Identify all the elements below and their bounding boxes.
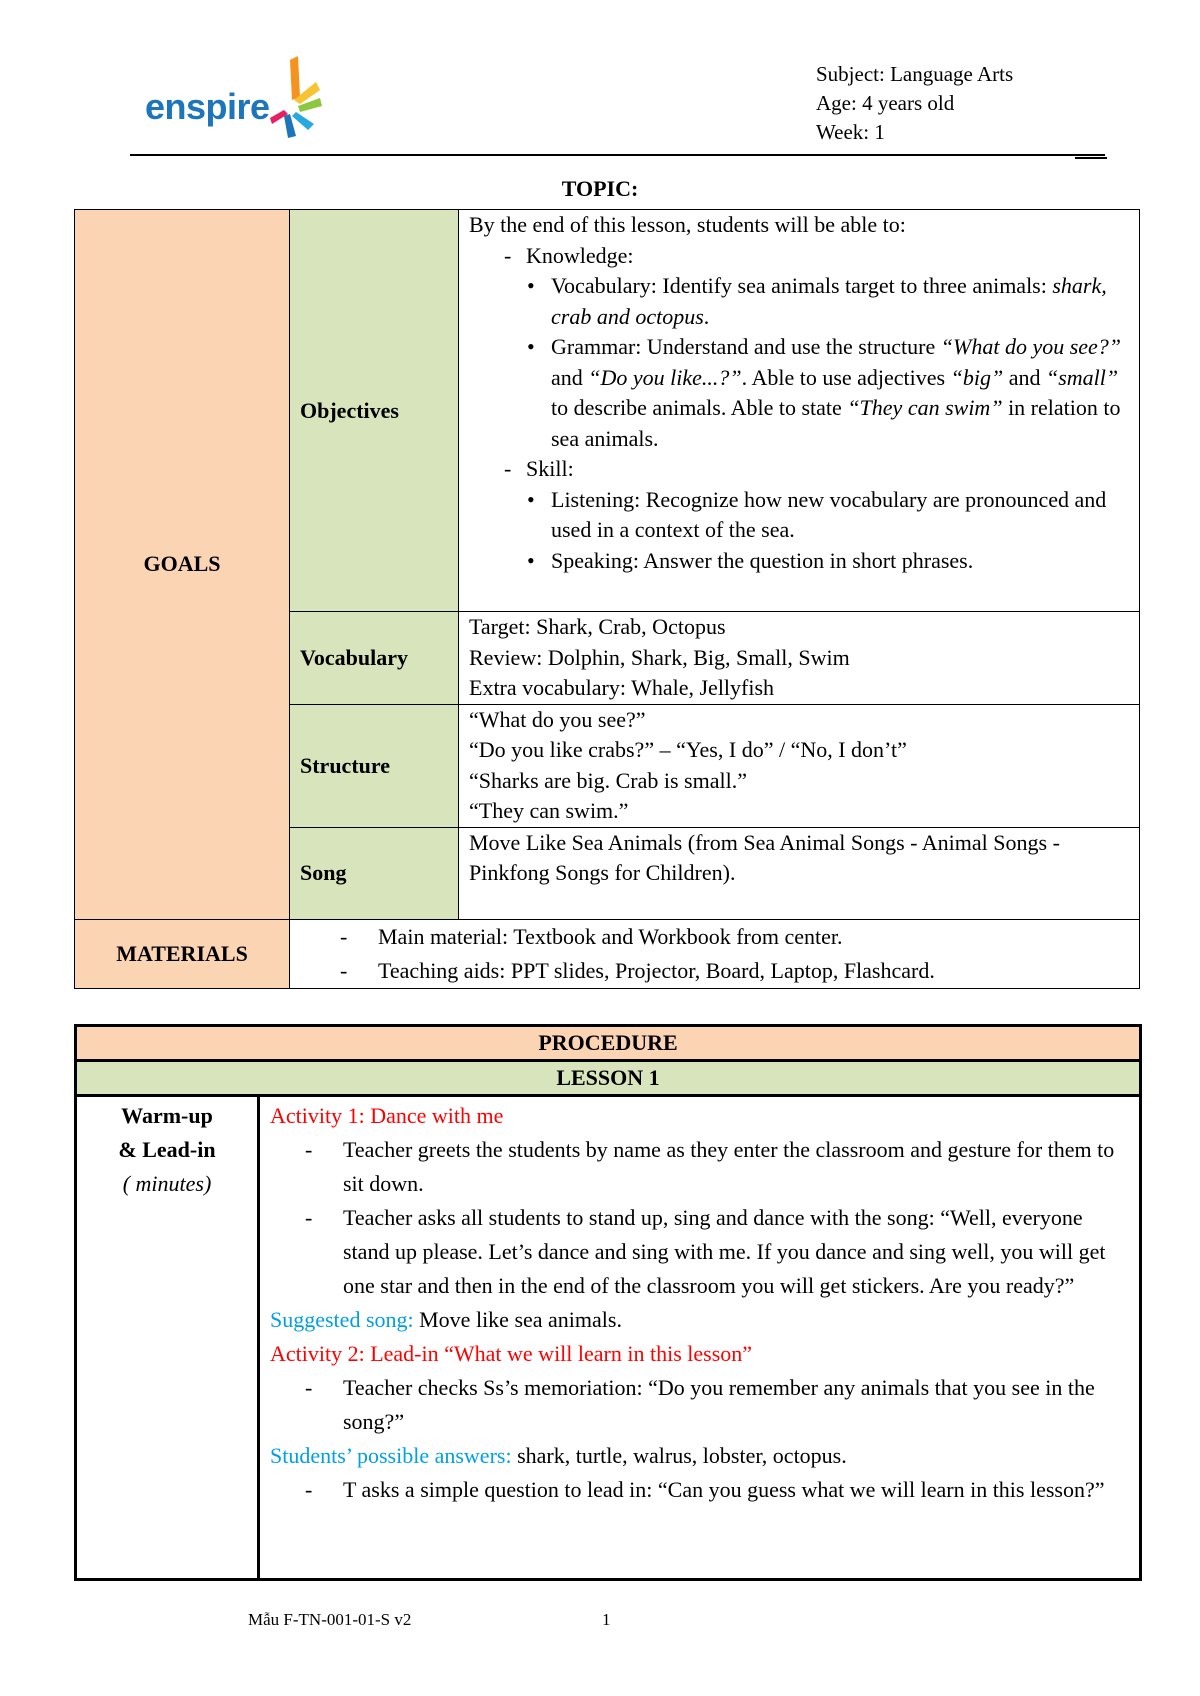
lesson-heading: LESSON 1 bbox=[76, 1061, 1141, 1096]
activity-1-step: - Teacher greets the students by name as they enter the classroom and gesture for them to sit down. bbox=[305, 1133, 1129, 1201]
knowledge-item bbox=[504, 241, 1129, 455]
week-text: Week: 1 bbox=[816, 120, 885, 144]
objectives-label: Objectives bbox=[290, 210, 459, 612]
objectives-intro: By the end of this lesson, students will be able to: bbox=[469, 212, 906, 237]
structure-line: “They can swim.” bbox=[469, 798, 629, 823]
grammar-text-2: and bbox=[551, 364, 589, 390]
logo-star-icon bbox=[270, 52, 350, 142]
song-label: Song bbox=[290, 827, 459, 919]
materials-content bbox=[290, 919, 1140, 988]
activity-2-step: - Teacher checks Ss’s memoriation: “Do you remember any animals that you see in the song?” bbox=[305, 1371, 1129, 1439]
review-vocab: Review: Dolphin, Shark, Big, Small, Swim bbox=[469, 644, 850, 670]
activity-1-step: - Teacher asks all students to stand up, sing and dance with the song: “Well, everyone stand up please. Let’s dance and sing with me. If you dance and sing well, you will get one star and then in the end of the classroom you will get stickers. Are you ready?” bbox=[305, 1201, 1129, 1303]
structure-label: Structure bbox=[290, 704, 459, 827]
lesson-meta bbox=[816, 60, 1013, 147]
subject-text: Subject: Language Arts bbox=[816, 62, 1014, 86]
enspire-logo bbox=[145, 52, 345, 142]
grammar-text-4: and bbox=[1003, 364, 1046, 390]
grammar-objective bbox=[527, 332, 1129, 454]
grammar-text-6: in relation to sea animals. bbox=[551, 395, 1121, 451]
skill-item bbox=[504, 454, 1129, 576]
grammar-phrase-5: “They can swim” bbox=[847, 395, 1003, 420]
suggested-song-label: Suggested song: bbox=[270, 1307, 414, 1332]
possible-answers bbox=[270, 1439, 1129, 1473]
suggested-song bbox=[270, 1303, 1129, 1337]
teaching-aids: - Teaching aids: PPT slides, Projector, Board, Laptop, Flashcard. bbox=[340, 954, 1129, 988]
grammar-phrase-1: “What do you see?” bbox=[940, 334, 1122, 359]
activity-2-title: Activity 2: Lead-in “What we will learn in this lesson” bbox=[270, 1341, 753, 1366]
procedure-content bbox=[259, 1096, 1141, 1580]
phase-time: ( minutes) bbox=[122, 1171, 212, 1196]
header-rule bbox=[130, 154, 1105, 156]
grammar-text-3: . Able to use adjectives bbox=[741, 364, 951, 390]
listening-objective: • Listening: Recognize how new vocabulary are pronounced and used in a context of the sea. bbox=[527, 485, 1129, 546]
structure-line: “What do you see?” bbox=[469, 706, 646, 732]
vocab-objective bbox=[527, 271, 1129, 332]
procedure-heading: PROCEDURE bbox=[76, 1026, 1141, 1061]
structure-line: “Do you like crabs?” – “Yes, I do” / “No, I don’t” bbox=[469, 737, 907, 762]
materials-label: MATERIALS bbox=[75, 919, 290, 988]
grammar-text-5: to describe animals. Able to state bbox=[551, 395, 848, 420]
phase-title-1: Warm-up bbox=[121, 1103, 213, 1128]
procedure-table bbox=[74, 1024, 1142, 1581]
goals-table bbox=[74, 209, 1140, 989]
logo-wordmark: enspire bbox=[145, 86, 270, 127]
vocabulary-label: Vocabulary bbox=[290, 612, 459, 705]
form-code: Mẫu F-TN-001-01-S v2 bbox=[248, 1610, 412, 1629]
goals-label: GOALS bbox=[75, 210, 290, 920]
activity-1-title: Activity 1: Dance with me bbox=[270, 1103, 504, 1128]
grammar-text-1: Grammar: Understand and use the structure bbox=[551, 334, 941, 359]
grammar-phrase-3: “big” bbox=[950, 364, 1004, 390]
phase-cell bbox=[76, 1096, 259, 1580]
objectives-content bbox=[459, 210, 1140, 612]
page-number: 1 bbox=[602, 1610, 611, 1629]
grammar-phrase-4: “small” bbox=[1045, 364, 1119, 390]
age-text: Age: 4 years old bbox=[816, 91, 955, 115]
song-content: Move Like Sea Animals (from Sea Animal Songs - Animal Songs - Pinkfong Songs for Children). bbox=[459, 827, 1140, 919]
grammar-phrase-2: “Do you like...?” bbox=[588, 364, 742, 390]
knowledge-label: Knowledge: bbox=[526, 242, 634, 268]
topic-heading: TOPIC: bbox=[561, 176, 639, 201]
vocabulary-content bbox=[459, 612, 1140, 705]
activity-2-step: - T asks a simple question to lead in: “Can you guess what we will learn in this lesson?” bbox=[305, 1473, 1129, 1507]
vocab-objective-end: . bbox=[703, 303, 710, 329]
possible-answers-value: shark, turtle, walrus, lobster, octopus. bbox=[511, 1443, 847, 1468]
suggested-song-value: Move like sea animals. bbox=[413, 1307, 622, 1332]
vocab-objective-words: shark, crab and octopus bbox=[551, 273, 1107, 329]
vocab-objective-text: Vocabulary: Identify sea animals target to three animals: bbox=[551, 273, 1053, 298]
speaking-objective: • Speaking: Answer the question in short phrases. bbox=[527, 546, 1129, 577]
extra-vocab: Extra vocabulary: Whale, Jellyfish bbox=[469, 675, 775, 700]
phase-title-2: & Lead-in bbox=[118, 1137, 216, 1162]
skill-label: Skill: bbox=[526, 456, 574, 481]
target-vocab: Target: Shark, Crab, Octopus bbox=[469, 614, 726, 639]
structure-content bbox=[459, 704, 1140, 827]
structure-line: “Sharks are big. Crab is small.” bbox=[469, 767, 747, 793]
main-material: - Main material: Textbook and Workbook from center. bbox=[340, 920, 1129, 954]
header-rule-tail bbox=[1075, 157, 1107, 159]
possible-answers-label: Students’ possible answers: bbox=[270, 1443, 512, 1468]
